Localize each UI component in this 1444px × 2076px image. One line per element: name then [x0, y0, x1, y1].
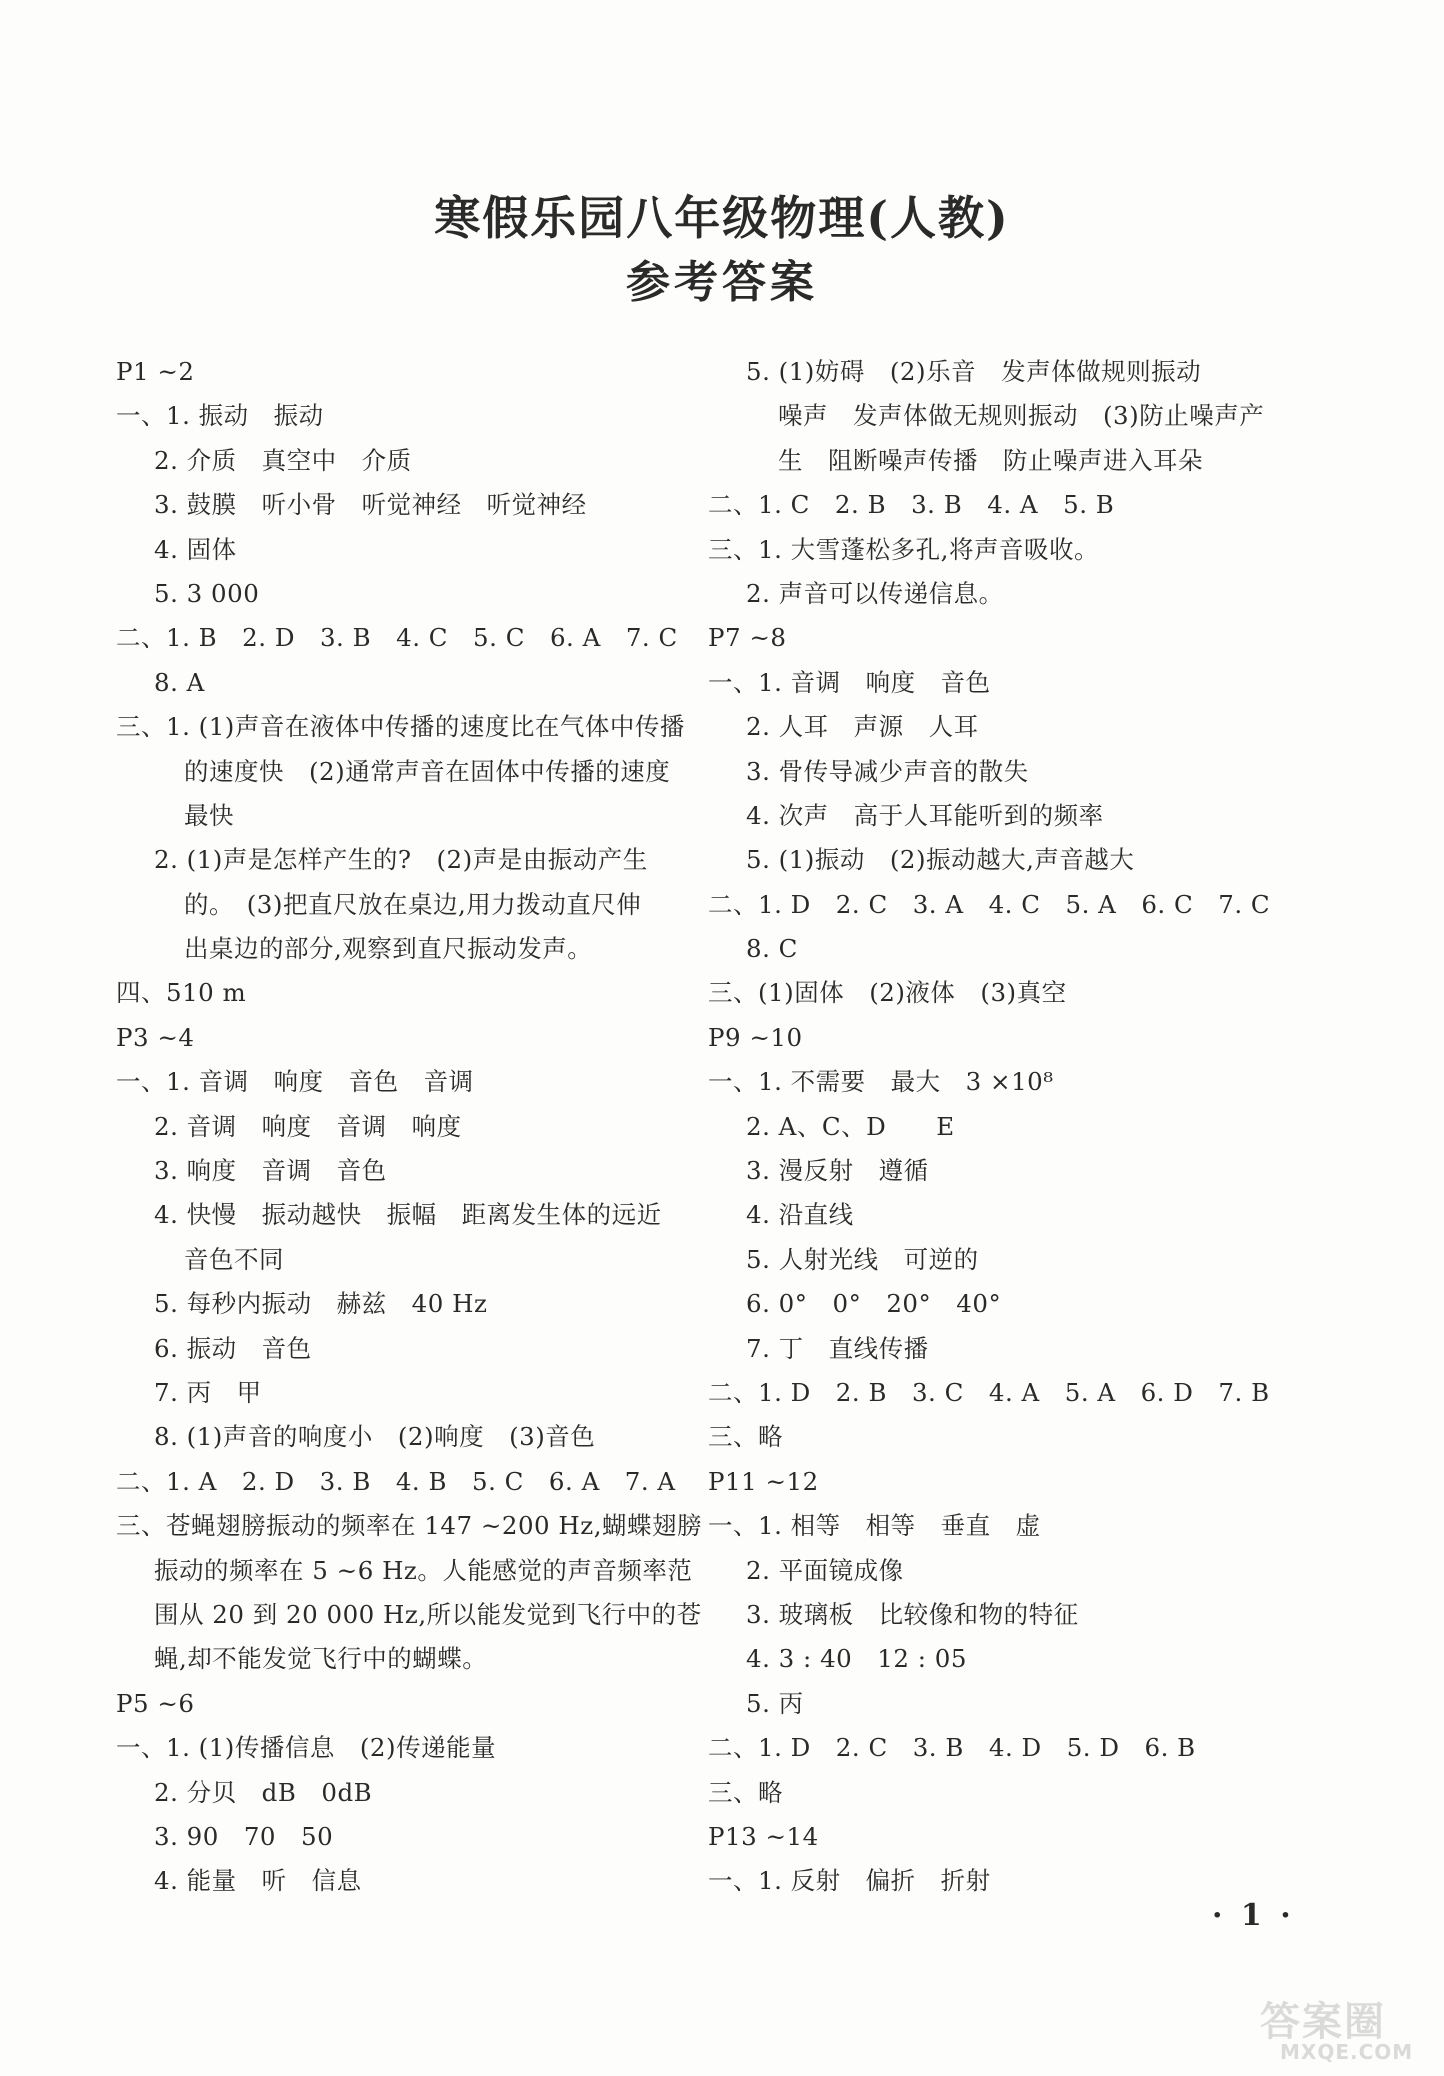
- answer-line: 一、1. 不需要 最大 3 ×10⁸: [708, 1067, 1054, 1097]
- answer-line: 二、1. B 2. D 3. B 4. C 5. C 6. A 7. C: [116, 623, 678, 653]
- answer-line: 二、1. C 2. B 3. B 4. A 5. B: [708, 490, 1115, 520]
- watermark-text: 答案圈: [1260, 1999, 1386, 2045]
- answer-line: 噪声 发声体做无规则振动 (3)防止噪声产: [778, 401, 1265, 431]
- answer-line: 一、1. 反射 偏折 折射: [708, 1866, 991, 1896]
- section-heading: P1 ~2: [116, 357, 195, 386]
- page-number: · 1 ·: [1212, 1898, 1295, 1933]
- answer-line: 8. A: [154, 667, 205, 697]
- answer-line: 2. A、C、D E: [746, 1111, 955, 1141]
- answer-line: 三、略: [708, 1777, 783, 1807]
- answer-line: 3. 鼓膜 听小骨 听觉神经 听觉神经: [154, 490, 587, 520]
- answer-line: 6. 振动 音色: [154, 1333, 312, 1363]
- section-heading: P3 ~4: [116, 1022, 195, 1052]
- answer-line: 2. 人耳 声源 人耳: [746, 712, 979, 742]
- answer-line: 3. 漫反射 遵循: [746, 1156, 929, 1186]
- answer-line: 生 阻断噪声传播 防止噪声进入耳朵: [778, 445, 1203, 475]
- answer-line: 蝇,却不能发觉飞行中的蝴蝶。: [154, 1644, 488, 1674]
- answer-line: 三、(1)固体 (2)液体 (3)真空: [708, 978, 1067, 1008]
- answer-line: 三、1. (1)声音在液体中传播的速度比在气体中传播: [116, 712, 685, 742]
- answer-line: 3. 玻璃板 比较像和物的特征: [746, 1599, 1079, 1629]
- answer-line: 7. 丁 直线传播: [746, 1333, 929, 1363]
- answer-line: 的速度快 (2)通常声音在固体中传播的速度: [184, 756, 671, 786]
- answer-line: 2. 平面镜成像: [746, 1555, 904, 1585]
- answer-line: 2. 分贝 dB 0dB: [154, 1777, 373, 1807]
- answer-line: 2. 介质 真空中 介质: [154, 445, 412, 475]
- left-column: [116, 350, 726, 1904]
- answer-line: 4. 固体: [154, 534, 237, 564]
- answer-line: 5. 人射光线 可逆的: [746, 1244, 979, 1274]
- right-column: [708, 350, 1348, 1904]
- answer-line: 6. 0° 0° 20° 40°: [746, 1289, 1002, 1319]
- answer-line: 四、510 m: [116, 978, 247, 1008]
- answer-line: 5. (1)振动 (2)振动越大,声音越大: [746, 845, 1135, 875]
- answer-line: 5. (1)妨碍 (2)乐音 发声体做规则振动: [746, 357, 1202, 386]
- answer-line: 最快: [184, 800, 234, 830]
- answer-line: 3. 90 70 50: [154, 1821, 334, 1851]
- watermark-url: MXQE.COM: [1280, 2040, 1414, 2064]
- answer-line: 5. 3 000: [154, 578, 260, 608]
- answer-line: 一、1. (1)传播信息 (2)传递能量: [116, 1733, 497, 1763]
- page-subtitle: 参考答案: [626, 257, 818, 308]
- answer-line: 5. 每秒内振动 赫兹 40 Hz: [154, 1289, 488, 1319]
- answer-line: 三、1. 大雪蓬松多孔,将声音吸收。: [708, 534, 1099, 564]
- section-heading: P5 ~6: [116, 1688, 195, 1718]
- answer-line: 4. 能量 听 信息: [154, 1866, 362, 1896]
- answer-line: 2. 声音可以传递信息。: [746, 578, 1004, 608]
- answer-line: 8. (1)声音的响度小 (2)响度 (3)音色: [154, 1422, 596, 1452]
- answer-line: 4. 3 : 40 12 : 05: [746, 1644, 967, 1674]
- answer-line: 5. 丙: [746, 1688, 804, 1718]
- answer-line: 3. 响度 音调 音色: [154, 1156, 387, 1186]
- answer-line: 3. 骨传导减少声音的散失: [746, 756, 1029, 786]
- section-heading: P7 ~8: [708, 623, 787, 653]
- answer-line: 4. 快慢 振动越快 振幅 距离发生体的远近: [154, 1200, 662, 1230]
- answer-line: 围从 20 到 20 000 Hz,所以能发觉到飞行中的苍: [154, 1599, 702, 1629]
- answer-line: 三、苍蝇翅膀振动的频率在 147 ~200 Hz,蝴蝶翅膀: [116, 1511, 702, 1541]
- answer-line: 一、1. 振动 振动: [116, 401, 324, 431]
- answer-line: 一、1. 相等 相等 垂直 虚: [708, 1511, 1041, 1541]
- answer-line: 2. 音调 响度 音调 响度: [154, 1111, 462, 1141]
- answer-line: 2. (1)声是怎样产生的? (2)声是由振动产生: [154, 845, 648, 875]
- answer-line: 一、1. 音调 响度 音色: [708, 667, 991, 697]
- answer-line: 8. C: [746, 934, 798, 964]
- answer-line: 4. 沿直线: [746, 1200, 854, 1230]
- section-heading: P13 ~14: [708, 1821, 819, 1851]
- answer-line: 4. 次声 高于人耳能听到的频率: [746, 800, 1104, 830]
- watermark-logo: [1260, 1990, 1435, 2070]
- answer-line: 二、1. A 2. D 3. B 4. B 5. C 6. A 7. A: [116, 1466, 676, 1496]
- section-heading: P11 ~12: [708, 1466, 819, 1496]
- answer-line: 二、1. D 2. C 3. A 4. C 5. A 6. C 7. C: [708, 889, 1271, 919]
- answer-line: 出桌边的部分,观察到直尺振动发声。: [184, 934, 593, 964]
- answer-line: 音色不同: [184, 1244, 284, 1274]
- answer-line: 三、略: [708, 1422, 783, 1452]
- section-heading: P9 ~10: [708, 1022, 803, 1052]
- page-title: 寒假乐园八年级物理(人教): [434, 191, 1010, 245]
- answer-line: 二、1. D 2. C 3. B 4. D 5. D 6. B: [708, 1733, 1196, 1763]
- answer-line: 二、1. D 2. B 3. C 4. A 5. A 6. D 7. B: [708, 1377, 1270, 1407]
- answer-line: 振动的频率在 5 ~6 Hz。人能感觉的声音频率范: [154, 1555, 693, 1585]
- answer-line: 的。 (3)把直尺放在桌边,用力拨动直尺伸: [184, 889, 642, 919]
- answer-line: 一、1. 音调 响度 音色 音调: [116, 1067, 474, 1097]
- answer-line: 7. 丙 甲: [154, 1377, 262, 1407]
